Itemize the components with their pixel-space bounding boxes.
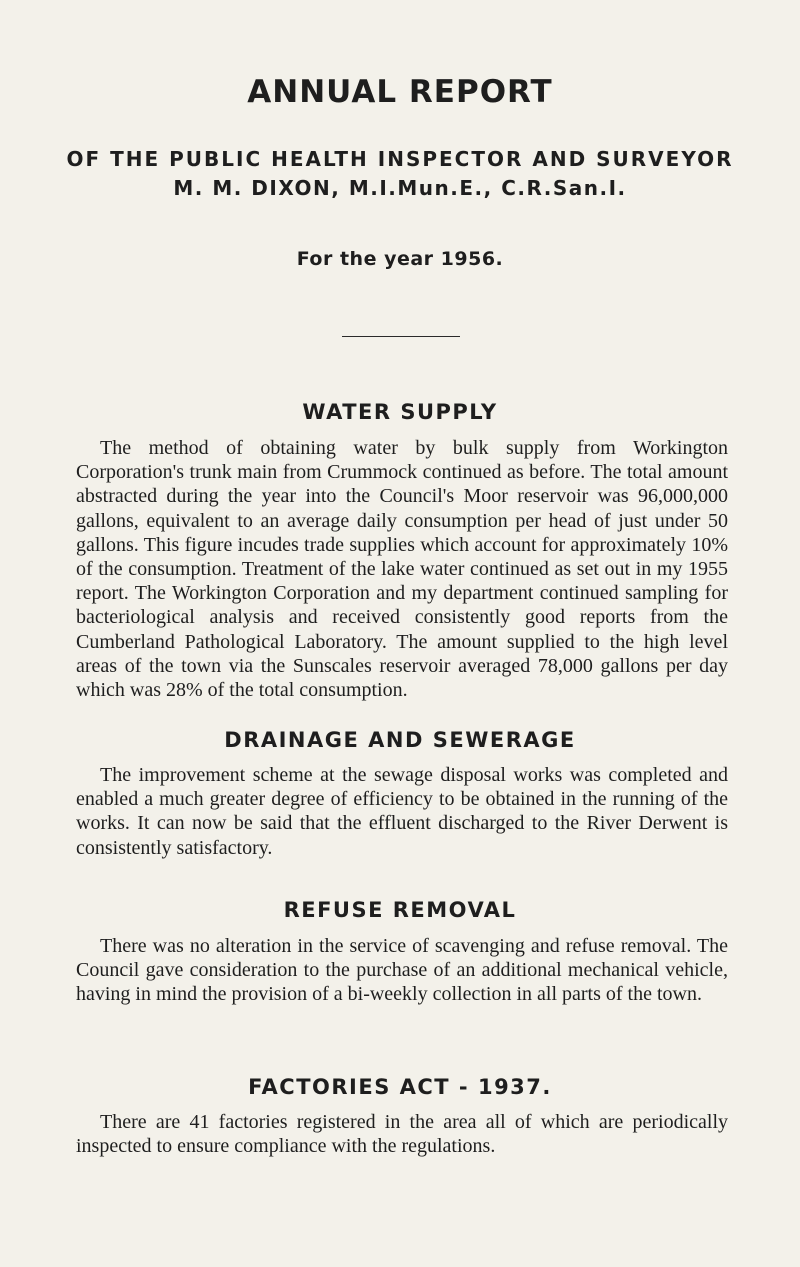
section-body-water-supply: The method of obtaining water by bulk supply from Workington Corporation's trunk main from Crummock continued as before. The total amount abstracted during the year into the Council's Moor reservoir was 96,000,000 gallons, equivalent to an average daily consumption per head of just under 50 gallons. This figure incudes trade supplies which account for approximately 10% of the consumption. Treatment of the lake water continued as set out in my 1955 report. The Workington Corporation and my department continued sampling for bacteriological analysis and received consistently good reports from the Cumberland Pathological Laboratory. The amount supplied to the high level areas of the town via the Sunscales reservoir averaged 78,000 gallons per day which was 28% of the total consumption. — [76, 437, 728, 702]
section-heading-factories-act: FACTORIES ACT - 1937. — [248, 1075, 552, 1099]
section-body-refuse-removal: There was no alteration in the service of scavenging and refuse removal. The Council gave consideration to the purchase of an additional mechanical vehicle, having in mind the provision of a bi-weekly collection in all parts of the town. — [76, 935, 728, 1006]
section-body-factories-act: There are 41 factories registered in the area all of which are periodically inspected to ensure compliance with the regulations. — [76, 1111, 728, 1158]
section-heading-drainage-sewerage: DRAINAGE AND SEWERAGE — [224, 728, 576, 752]
report-subtitle-author: M. M. DIXON, M.I.Mun.E., C.R.San.I. — [173, 176, 627, 200]
title-divider — [342, 336, 460, 337]
section-heading-water-supply: WATER SUPPLY — [302, 400, 498, 424]
section-body-drainage-sewerage: The improvement scheme at the sewage disposal works was completed and enabled a much greater degree of efficiency to be obtained in the running of the works. It can now be said that the effluent discharged to the River Derwent is consistently satisfactory. — [76, 764, 728, 859]
report-subtitle-office: OF THE PUBLIC HEALTH INSPECTOR AND SURVEYOR — [66, 147, 734, 171]
report-year: For the year 1956. — [296, 248, 504, 270]
report-title: ANNUAL REPORT — [247, 74, 553, 110]
section-heading-refuse-removal: REFUSE REMOVAL — [283, 898, 517, 922]
